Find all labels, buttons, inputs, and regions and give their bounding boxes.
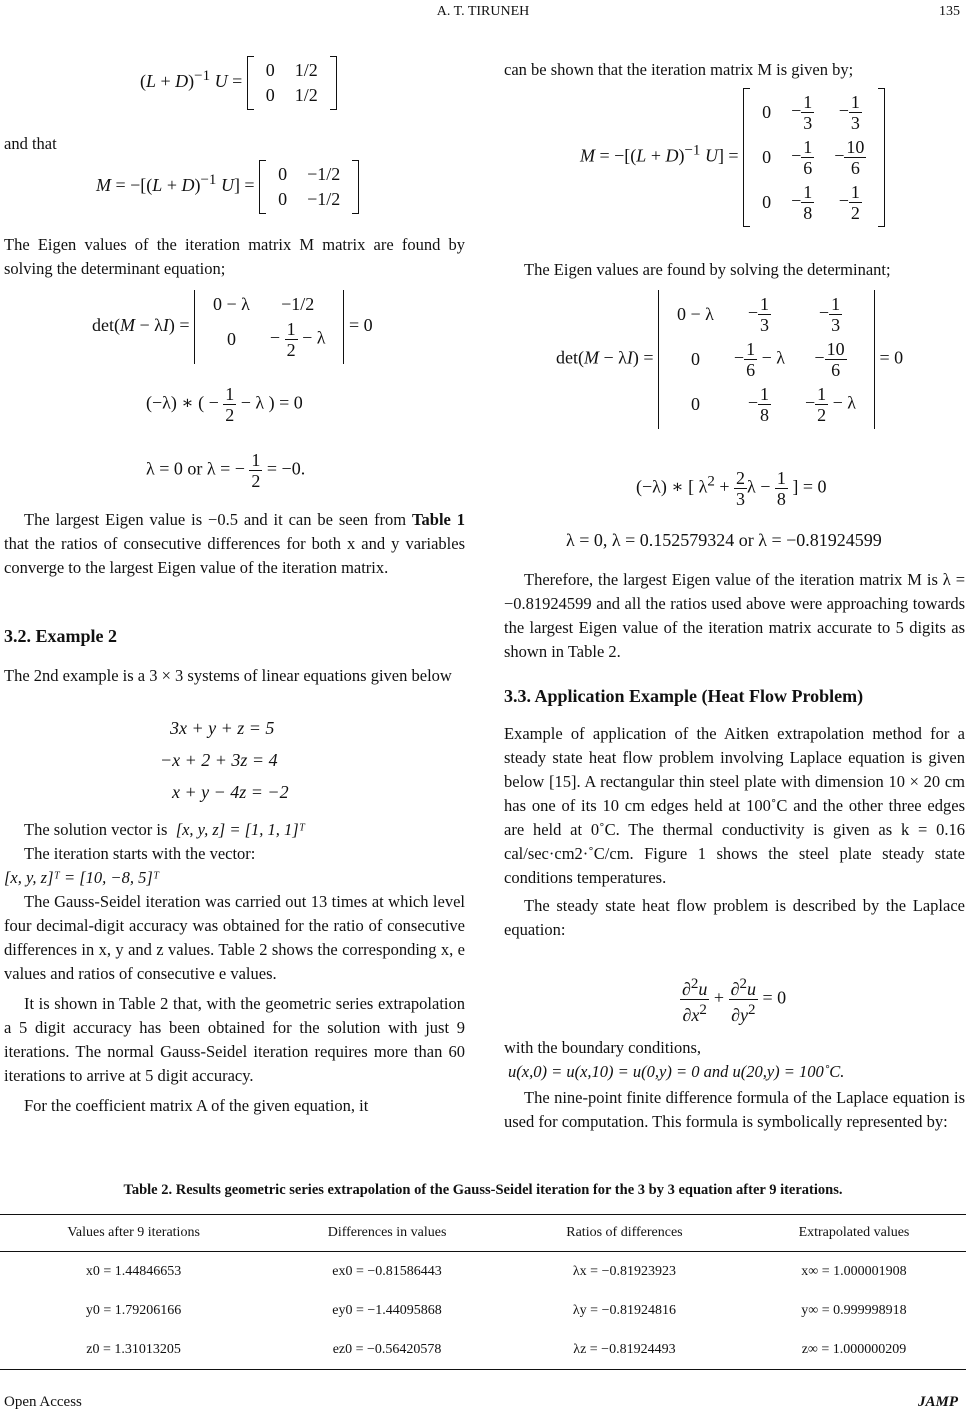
paragraph-extrapolation: It is shown in Table 2 that, with the geometric series extrapolation a 5 digit accuracy has been obtained for the solution with just 9 iterations. The normal Gauss-Seidel iteration requires more than 60 iterations to arrive at 5 digit accuracy. [4,994,465,1085]
equation-eigenvalues-2x2: λ = 0 or λ = − $\frac{1}{2}$ = −0. [146,450,306,491]
paragraph-coefficient-matrix: For the coefficient matrix A of the given equation, it [24,1096,369,1115]
equation-determinant-3x3: det(M − λI) = 0 − λ − $\frac{1}{3}$ − $\frac{1}{3}$ 0 − $\frac{1}{6}$ − λ − $\frac{10}{6}$ 0 − $\frac{1}{8}$ − $\frac{1}{2}$ − λ = 0 [556,290,903,429]
equation-characteristic-3x3: (−λ) ∗ [ $\lambda^2$ + $\frac{2}{3}$ λ − $\frac{1}{8}$ ] = 0 [636,468,827,509]
iteration-start-vector: [x, y, z]ᵀ = [10, −8, 5]ᵀ [4,868,160,887]
equation-characteristic-2x2: (−λ) ∗ ( − $\frac{1}{2}$ − λ ) = 0 [146,384,303,425]
footer-journal: JAMP [917,1394,958,1410]
table-cell: z∞ = 1.000000209 [742,1330,966,1370]
table-row [0,1252,966,1292]
results-table [0,1214,966,1370]
equation-1: 3x + y + z = 5 [170,718,275,738]
paragraph-eigen-determinant: The Eigen values of the iteration matrix M matrix are found by solving the determinant equation; [4,235,465,278]
paragraph-gauss-seidel: The Gauss-Seidel iteration was carried out 13 times at which level four decimal-digit accuracy was obtained for the ratio of consecutive differences in x, y and z values. Table 2 shows the corresponding x, e values and ratios of consecutive e values. [4,892,465,983]
table-header: Differences in values [267,1215,507,1252]
table-header: Extrapolated values [742,1215,966,1252]
table-row [0,1330,966,1370]
and-that-text: and that [4,134,57,153]
table-cell: y∞ = 0.999998918 [801,1302,907,1318]
iteration-start-label: The iteration starts with the vector: [24,844,256,863]
equation-boundary-conditions: u(x,0) = u(x,10) = u(0,y) = 0 and u(20,y) = 100˚C. [508,1062,845,1081]
paragraph-nine-point: The nine-point finite difference formula of the Laplace equation is used for computation. This formula is symbolically represented by: [504,1088,965,1131]
section-heading-example-2: 3.2. Example 2 [4,626,118,646]
paragraph-example-2-intro: The 2nd example is a 3 × 3 systems of linear equations given below [4,666,452,685]
paragraph-heat-flow: Example of application of the Aitken extrapolation method for a steady state heat flow problem involving Laplace equation is given below [15]. A rectangular thin steel plate with dimension 10 × 20 cm has one of its 10 cm edges held at 100˚C and the other three edges are held at 0˚C. The thermal conductivity is given as k = 0.16 cal/sec·cm2·˚C/cm. Figure 1 shows the steel plate steady state conditions temperatures. [504,724,965,887]
running-header: A. T. TIRUNEH [436,4,530,19]
table-cell: λz = −0.81924493 [507,1330,742,1370]
table-cell: x0 = 1.44846653 [85,1263,182,1279]
equation-inverse-lu: $(L + D)^{-1}$ U = 0 1/2 0 1/2 [140,56,337,110]
table-header: Ratios of differences [507,1215,742,1252]
table-cell: λy = −0.81924816 [572,1302,676,1318]
footer-open-access: Open Access [4,1394,82,1410]
table-cell: y0 = 1.79206166 [85,1302,182,1318]
paragraph-eigen-3x3: The Eigen values are found by solving the determinant; [524,260,891,279]
table-row [0,1291,966,1330]
paragraph-largest-eigen-3x3: Therefore, the largest Eigen value of the iteration matrix M is λ = −0.81924599 and all the ratios used above were approaching towards the largest Eigen value of the iteration matrix accurate to 5 digits as shown in Table 2. [504,570,965,661]
table-cell: ey0 = −1.44095868 [332,1302,442,1318]
equation-iteration-matrix-2x2: $M = -[(L + D)^{-1}$ U] = 0 −1/2 0 −1/2 [96,160,359,214]
equation-laplace: $\frac{\partial^2u}{\partial x^2}$ + $\frac{\partial^2u}{\partial y^2}$ = 0 [682,976,787,1025]
solution-vector-line: The solution vector is [x, y, z] = [1, 1, 1]ᵀ [24,820,306,839]
boundary-conditions-label: with the boundary conditions, [504,1038,702,1057]
paragraph-laplace-intro: The steady state heat flow problem is described by the Laplace equation: [504,896,965,939]
table-cell: ez0 = −0.56420578 [267,1330,507,1370]
equation-iteration-matrix-3x3: $M = -[(L + D)^{-1}$ U] = 0 − $\frac{1}{3}$ − $\frac{1}{3}$ 0 − $\frac{1}{6}$ − $\frac{10}{6}$ 0 − $\frac{1}{8}$ − $\frac{1}{2}$ [580,88,885,227]
equation-eigenvalues-3x3: λ = 0, λ = 0.152579324 or λ = −0.81924599 [566,530,882,550]
equation-2: −x + 2 + 3z = 4 [160,750,278,770]
page-number: 135 [939,4,960,19]
paragraph-iteration-matrix-given: can be shown that the iteration matrix M is given by; [504,60,854,79]
table-cell: z0 = 1.31013205 [0,1330,267,1370]
equation-determinant-2x2: det(M − λI) = 0 − λ −1/2 0 − $\frac{1}{2}$ − λ = 0 [92,290,373,364]
table-cell: λx = −0.81923923 [572,1263,676,1279]
section-heading-heat-flow: 3.3. Application Example (Heat Flow Problem) [504,686,864,706]
table-cell: x∞ = 1.000001908 [801,1263,907,1279]
equation-3: x + y − 4z = −2 [172,782,289,802]
table-header: Values after 9 iterations [0,1215,267,1252]
paragraph-largest-eigen: The largest Eigen value is −0.5 and it can be seen from Table 1 that the ratios of consecutive differences for both x and y variables converge to the largest Eigen value of the iteration matrix. [4,510,465,577]
table-cell: ex0 = −0.81586443 [332,1263,442,1279]
table-header-row [0,1215,966,1252]
table-caption: Table 2. Results geometric series extrapolation of the Gauss-Seidel iteration for the 3 by 3 equation after 9 iterations. [123,1182,843,1198]
